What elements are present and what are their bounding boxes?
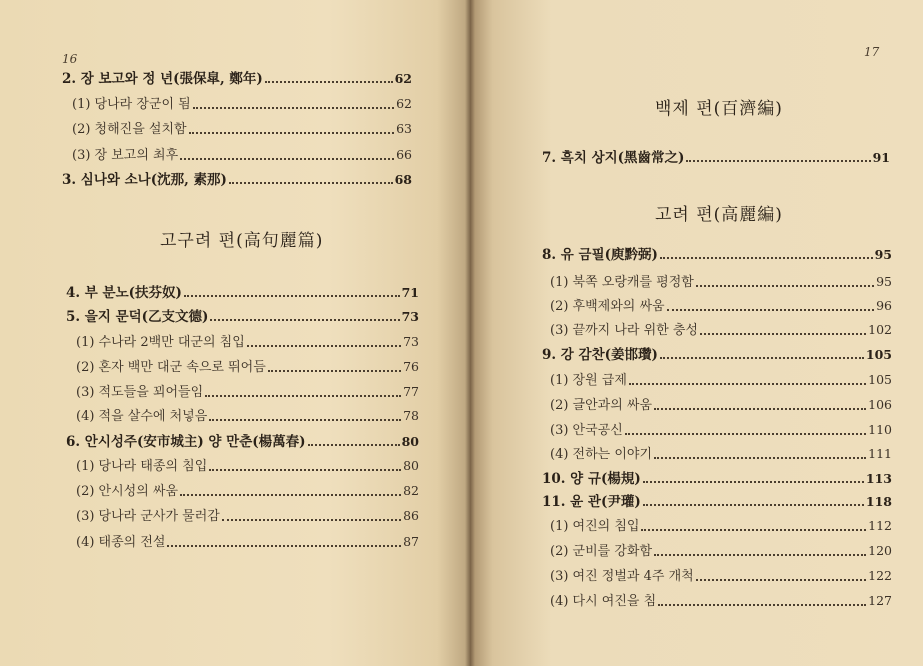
dot-leader xyxy=(667,309,875,311)
dot-leader xyxy=(641,529,866,531)
toc-entry-page: 78 xyxy=(403,408,419,423)
toc-entry-title: 9. 강 감찬(姜邯瓚) xyxy=(542,347,658,363)
toc-entry-title: 11. 윤 관(尹瓘) xyxy=(542,494,641,510)
toc-entry-page: 80 xyxy=(403,458,419,473)
dot-leader xyxy=(210,319,399,321)
toc-entry-page: 62 xyxy=(396,96,412,111)
toc-entry xyxy=(72,121,412,138)
toc-entry-page: 110 xyxy=(868,422,892,437)
toc-entry-page: 68 xyxy=(394,172,412,187)
section-title-goryeo: 고려 편(高麗編) xyxy=(655,205,783,225)
toc-entry-page: 105 xyxy=(868,372,892,387)
toc-entry-title: (3) 당나라 군사가 물러감 xyxy=(76,509,220,524)
toc-entry xyxy=(550,322,892,339)
dot-leader xyxy=(265,81,393,83)
toc-entry-title: 6. 안시성주(安市城主) 양 만춘(楊萬春) xyxy=(66,434,306,450)
toc-entry xyxy=(542,494,892,510)
section-title-goguryeo: 고구려 편(高句麗篇) xyxy=(160,231,324,251)
toc-entry xyxy=(66,434,419,450)
dot-leader xyxy=(229,182,393,184)
toc-entry-page: 96 xyxy=(876,298,892,313)
toc-entry-title: (1) 수나라 2백만 대군의 침입 xyxy=(76,335,245,350)
dot-leader xyxy=(308,444,400,446)
dot-leader xyxy=(205,395,401,397)
toc-entry-page: 127 xyxy=(868,593,892,608)
toc-entry xyxy=(550,397,892,414)
toc-entry-title: (2) 후백제와의 싸움 xyxy=(550,299,665,314)
dot-leader xyxy=(222,519,401,521)
toc-entry xyxy=(550,518,892,535)
dot-leader xyxy=(696,285,874,287)
toc-entry xyxy=(76,483,419,500)
toc-entry-title: (2) 청해진을 설치함 xyxy=(72,122,187,137)
dot-leader xyxy=(643,481,864,483)
toc-entry xyxy=(76,359,419,376)
dot-leader xyxy=(660,357,864,359)
toc-entry-page: 80 xyxy=(401,434,419,449)
toc-entry xyxy=(550,593,892,610)
dot-leader xyxy=(209,419,401,421)
dot-leader xyxy=(686,160,870,162)
toc-entry-title: (3) 장 보고의 최후 xyxy=(72,148,179,163)
dot-leader xyxy=(167,545,401,547)
toc-entry-page: 76 xyxy=(403,359,419,374)
toc-entry-title: (3) 적도들을 꾀어들임 xyxy=(76,385,204,400)
toc-entry-page: 91 xyxy=(872,150,890,165)
toc-entry xyxy=(550,568,892,585)
toc-entry-title: 5. 을지 문덕(乙支文德) xyxy=(66,309,209,325)
section-title-baekje: 백제 편(百濟編) xyxy=(655,99,783,119)
dot-leader xyxy=(180,158,394,160)
toc-entry-title: (2) 군비를 강화함 xyxy=(550,544,653,559)
toc-entry-title: (1) 북쪽 오랑캐를 평정함 xyxy=(550,275,694,290)
toc-entry xyxy=(76,508,419,525)
toc-entry-page: 73 xyxy=(401,309,419,324)
toc-entry-page: 95 xyxy=(874,247,892,262)
toc-entry-title: (2) 혼자 백만 대군 속으로 뛰어듬 xyxy=(76,360,266,375)
toc-entry xyxy=(76,384,419,401)
toc-entry-title: (4) 태종의 전설 xyxy=(76,535,166,550)
toc-entry xyxy=(550,446,892,463)
dot-leader xyxy=(629,383,866,385)
dot-leader xyxy=(193,107,394,109)
toc-entry xyxy=(76,334,419,351)
toc-entry-title: (3) 여진 정벌과 4주 개척 xyxy=(550,569,694,584)
toc-entry-page: 106 xyxy=(868,397,892,412)
toc-entry xyxy=(62,71,412,87)
dot-leader xyxy=(189,132,395,134)
dot-leader xyxy=(658,604,866,606)
toc-entry-title: (1) 여진의 침입 xyxy=(550,519,640,534)
toc-entry xyxy=(550,274,892,291)
left-page-number: 16 xyxy=(62,52,78,66)
toc-entry-page: 73 xyxy=(403,334,419,349)
toc-entry-title: (4) 전하는 이야기 xyxy=(550,447,653,462)
book-gutter xyxy=(465,0,475,666)
dot-leader xyxy=(696,579,866,581)
toc-entry-page: 113 xyxy=(865,471,892,486)
toc-entry-title: (1) 당나라 태종의 침입 xyxy=(76,459,208,474)
toc-entry xyxy=(76,458,419,475)
dot-leader xyxy=(625,433,866,435)
toc-entry xyxy=(66,309,419,325)
toc-entry-page: 105 xyxy=(865,347,892,362)
toc-entry xyxy=(76,534,419,551)
dot-leader xyxy=(654,408,866,410)
toc-entry-page: 118 xyxy=(865,494,892,509)
toc-entry-page: 63 xyxy=(396,121,412,136)
toc-entry xyxy=(62,172,412,188)
toc-entry xyxy=(72,147,412,164)
dot-leader xyxy=(184,295,400,297)
toc-entry-page: 111 xyxy=(868,446,892,461)
toc-entry-page: 86 xyxy=(403,508,419,523)
toc-entry-title: 7. 흑치 상지(黑齒常之) xyxy=(542,150,685,166)
toc-entry xyxy=(72,96,412,113)
right-page-number: 17 xyxy=(864,45,880,59)
toc-entry xyxy=(550,422,892,439)
toc-entry xyxy=(550,543,892,560)
toc-entry-title: (4) 다시 여진을 침 xyxy=(550,594,657,609)
toc-entry-page: 66 xyxy=(396,147,412,162)
toc-entry-page: 87 xyxy=(403,534,419,549)
toc-entry-page: 82 xyxy=(403,483,419,498)
toc-entry-title: (2) 글안과의 싸움 xyxy=(550,398,653,413)
toc-entry-page: 71 xyxy=(401,285,419,300)
toc-entry-title: 2. 장 보고와 정 년(張保皐, 鄭年) xyxy=(62,71,263,87)
toc-entry xyxy=(550,298,892,315)
toc-entry-page: 62 xyxy=(394,71,412,86)
dot-leader xyxy=(247,345,401,347)
toc-entry xyxy=(542,247,892,263)
toc-entry-title: 8. 유 금필(庾黔弼) xyxy=(542,247,658,263)
toc-entry-page: 102 xyxy=(868,322,892,337)
toc-entry-title: (2) 안시성의 싸움 xyxy=(76,484,179,499)
dot-leader xyxy=(700,333,866,335)
toc-entry xyxy=(66,285,419,301)
toc-entry-title: 4. 부 분노(扶芬奴) xyxy=(66,285,182,301)
toc-entry xyxy=(542,471,892,487)
toc-entry-page: 112 xyxy=(868,518,892,533)
dot-leader xyxy=(654,554,866,556)
dot-leader xyxy=(660,257,873,259)
toc-entry-page: 122 xyxy=(868,568,892,583)
toc-entry-title: (1) 당나라 장군이 됨 xyxy=(72,97,191,112)
toc-entry-title: 10. 양 규(楊規) xyxy=(542,471,641,487)
dot-leader xyxy=(654,457,866,459)
dot-leader xyxy=(180,494,401,496)
dot-leader xyxy=(268,370,401,372)
dot-leader xyxy=(209,469,401,471)
toc-entry xyxy=(542,347,892,363)
toc-entry-title: (1) 장원 급제 xyxy=(550,373,627,388)
toc-entry-title: (3) 끝까지 나라 위한 충성 xyxy=(550,323,698,338)
toc-entry-page: 95 xyxy=(876,274,892,289)
toc-entry xyxy=(76,408,419,425)
toc-entry-title: 3. 심나와 소나(沈那, 素那) xyxy=(62,172,227,188)
toc-entry-title: (4) 적을 살수에 처넣음 xyxy=(76,409,208,424)
dot-leader xyxy=(643,504,864,506)
toc-entry-page: 120 xyxy=(868,543,892,558)
toc-entry-title: (3) 안국공신 xyxy=(550,423,623,438)
toc-entry xyxy=(542,150,890,166)
toc-entry xyxy=(550,372,892,389)
toc-entry-page: 77 xyxy=(403,384,419,399)
